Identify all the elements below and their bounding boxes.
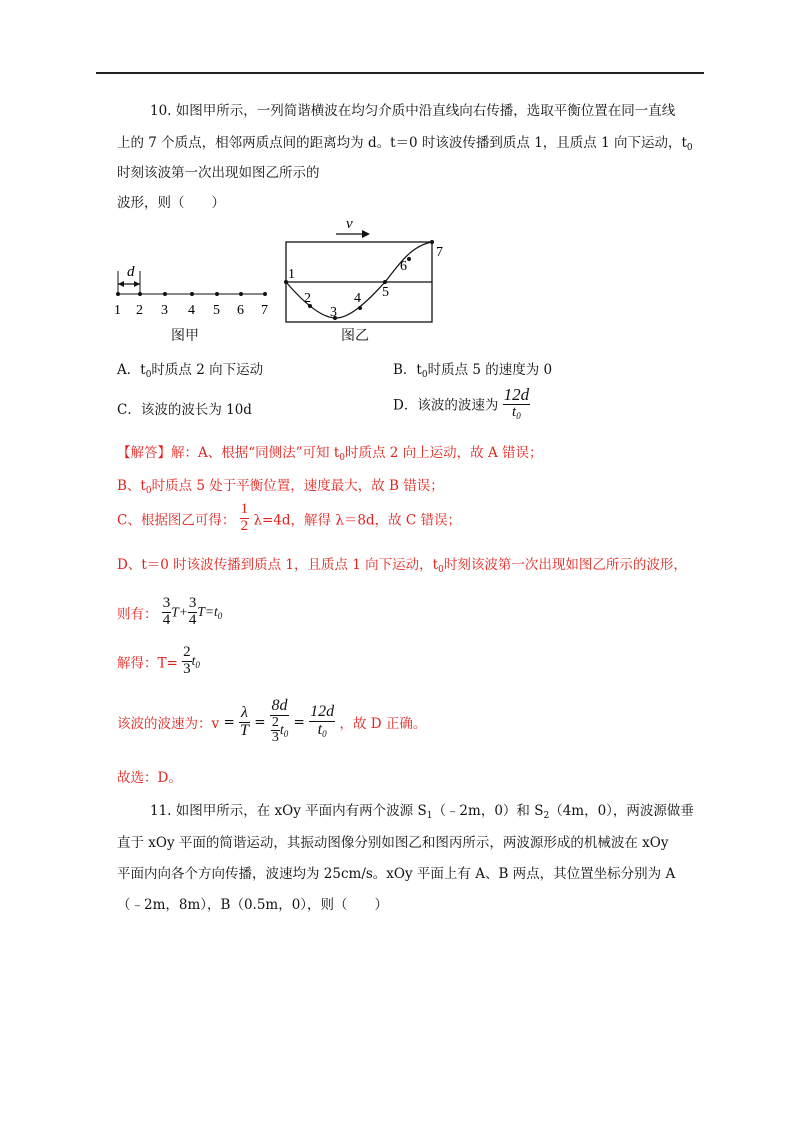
answer-line-speed: 该波的波速为：v = $\frac{\lambda}{T}$ = 8d $\frac{2}{3}$ $t_0$ = $\frac{12d}{t_0}$ ，故 D 正确。 [117,697,427,746]
q11-line1: 11. 如图甲所示，在 xOy 平面内有两个波源 $S_1(﹣2m$，0）和 $S_2(4m$，0），两波源做垂 [150,803,694,821]
left-point-2: 2 [136,303,143,318]
answer-final: 故选：D。 [117,770,182,786]
q10-line3: 时刻该波第一次出现如图乙所示的 [117,165,320,181]
q11-line3: 平面内向各个方向传播，波速均为 25cm/s。xOy 平面上有 A、B 两点，其位置坐标分别为 A [117,866,676,882]
answer-line-period: 解得：T= $\frac{2}{3}$ $t_0$ [117,644,200,677]
left-point-4: 4 [188,303,195,318]
figure-right-diagram [280,210,460,328]
answer-line-c: C、根据图乙可得： $\frac{1}{2}$ λ=4d，解得 λ＝8d，故 C 错误； [117,501,462,534]
answer-line-b: B、$t_0$时质点 5 处于平衡位置，速度最大，故 B 错误； [117,478,444,496]
answer-line-a: 【解答】解：A、根据“同侧法”可知 $t_0$时质点 2 向上运动，故 A 错误； [117,445,543,463]
q10-line4: 波形，则（ ） [117,195,225,211]
option-d: D．该波的波速为 $\frac{12d}{t_0}$ [393,385,530,421]
right-point-4: 4 [354,291,361,306]
answer-line-d: D、t＝0 时该波传播到质点 1，且质点 1 向下运动，$t_0$时刻该波第一次出现如图乙所示的波形， [117,557,687,575]
q10-line2: 上的 7 个质点，相邻两质点间的距离均为 d。t＝0 时该波传播到质点 1，且质点 1 向下运动，$t_0$ [117,135,693,153]
right-point-7: 7 [436,245,443,260]
left-point-1: 1 [114,303,121,318]
d-label: d [127,264,135,280]
option-a: A．$t_0$时质点 2 向下运动 [117,362,264,380]
q11-line2: 直于 xOy 平面的简谐运动，其振动图像分别如图乙和图丙所示，两波源形成的机械波在 xOy [117,835,669,851]
right-point-1: 1 [288,267,295,282]
velocity-label: v [346,216,353,232]
right-point-3: 3 [330,305,337,320]
figure-left-diagram [110,258,280,318]
q10-line1: 10. 如图甲所示，一列简谐横波在均匀介质中沿直线向右传播，选取平衡位置在同一直线 [150,103,676,119]
left-point-3: 3 [161,303,168,318]
figure-left-label: 图甲 [171,328,199,344]
right-point-5: 5 [382,285,389,300]
left-point-6: 6 [237,303,244,318]
option-d-numerator: 12d [503,385,530,404]
figure-right-label: 图乙 [341,328,369,344]
header-rule [96,72,704,74]
q11-line4: （﹣2m，8m），B（0.5m，0），则（ ） [117,897,389,913]
right-point-2: 2 [304,291,311,306]
option-b: B．$t_0$时质点 5 的速度为 0 [393,362,553,380]
right-point-6: 6 [400,259,407,274]
left-point-7: 7 [261,303,268,318]
option-c: C．该波的波长为 10d [117,402,252,418]
left-point-5: 5 [213,303,220,318]
answer-line-d-equation: 则有： $\frac{3}{4}$ T+ $\frac{3}{4}$ $T=t_0$ [117,595,223,628]
